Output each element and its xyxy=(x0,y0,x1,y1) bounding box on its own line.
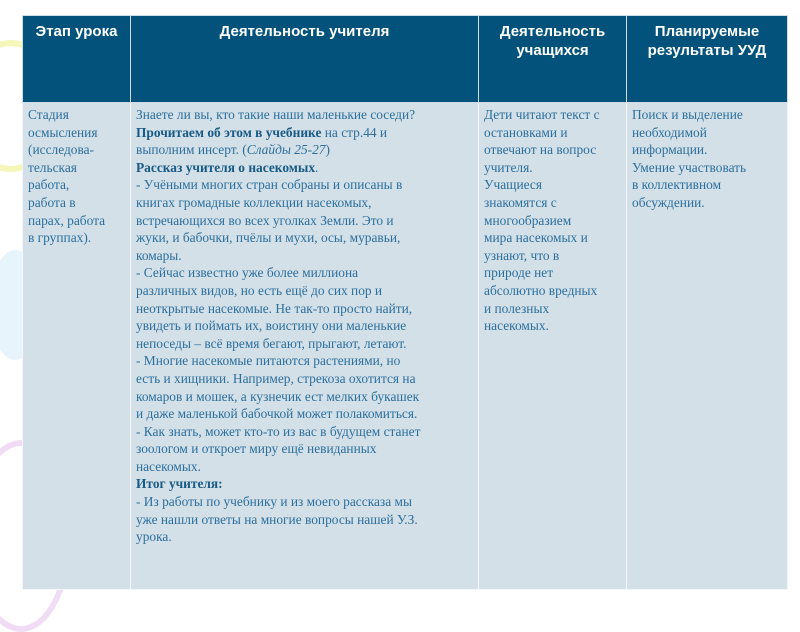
text-segment: - Учёными многих стран собраны и описаны в xyxy=(136,177,403,193)
text-segment: насекомых. xyxy=(136,458,201,474)
text-line: работа в xyxy=(28,194,76,210)
text-segment: книгах громадные коллекции насекомых, xyxy=(136,194,372,210)
text-line xyxy=(136,212,473,230)
text-line xyxy=(136,405,473,423)
text-line xyxy=(136,423,473,441)
text-line xyxy=(136,229,473,247)
text-line: Дети читают текст с xyxy=(484,107,600,122)
text-line: Поиск и выделение xyxy=(632,107,743,122)
text-segment: неоткрытые насекомые. Не так-то просто найти, xyxy=(136,300,413,316)
text-line: насекомых. xyxy=(484,318,549,334)
text-line xyxy=(136,511,473,529)
header-students: Деятельность учащихся xyxy=(479,16,627,103)
text-line: остановками и xyxy=(484,124,568,140)
text-line xyxy=(136,264,473,282)
text-segment: на стр.44 и xyxy=(321,124,388,140)
text-line: осмысления xyxy=(28,124,98,140)
text-line xyxy=(136,159,473,177)
text-segment: . xyxy=(315,159,319,175)
text-line xyxy=(136,317,473,335)
text-line: информации. xyxy=(632,142,708,158)
text-segment: есть и хищники. Например, стрекоза охотится на xyxy=(136,370,416,386)
text-line xyxy=(136,388,473,406)
text-segment: комаров и мошек, а кузнечик ест мелких букашек xyxy=(136,388,420,404)
text-line xyxy=(136,282,473,300)
text-line: узнают, что в xyxy=(484,247,560,263)
text-segment: ) xyxy=(325,142,330,158)
text-segment: комары. xyxy=(136,247,182,263)
text-segment: и даже маленькой бабочкой может полакомиться. xyxy=(136,406,418,422)
cell-results xyxy=(627,103,788,590)
header-results: Планируемые результаты УУД xyxy=(627,16,788,103)
text-line xyxy=(136,106,473,124)
table-row xyxy=(23,103,788,590)
text-segment: Слайды 25-27 xyxy=(246,142,326,158)
text-segment: увидеть и поймать их, воистину они маленькие xyxy=(136,318,407,334)
text-line: природе нет xyxy=(484,265,554,281)
text-line xyxy=(136,176,473,194)
text-line: Стадия xyxy=(28,107,69,122)
text-segment: зоологом и откроет миру ещё невиданных xyxy=(136,441,377,457)
text-line: обсуждении. xyxy=(632,194,705,210)
text-line: отвечают на вопрос xyxy=(484,142,597,158)
text-line: учителя. xyxy=(484,159,533,175)
text-segment: непоседы – всё время бегают, прыгают, летают. xyxy=(136,335,407,351)
text-line xyxy=(136,440,473,458)
text-line: и полезных xyxy=(484,300,550,316)
text-line xyxy=(136,493,473,511)
text-line: тельская xyxy=(28,159,77,175)
text-segment: встречающихся во всех уголках Земли. Это и xyxy=(136,212,394,228)
text-line: Учащиеся xyxy=(484,177,543,193)
text-line: Умение участвовать xyxy=(632,159,747,175)
text-line xyxy=(136,194,473,212)
header-stage: Этап урока xyxy=(23,16,131,103)
text-segment: различных видов, но есть ещё до сих пор и xyxy=(136,282,383,298)
text-line xyxy=(136,124,473,142)
text-line: мира насекомых и xyxy=(484,230,588,246)
text-segment: Знаете ли вы, кто такие наши маленькие соседи? xyxy=(136,107,416,122)
text-line: абсолютно вредных xyxy=(484,282,598,298)
text-line xyxy=(136,370,473,388)
text-line: знакомятся с xyxy=(484,194,557,210)
text-line: парах, работа xyxy=(28,212,106,228)
text-line xyxy=(136,352,473,370)
lesson-plan-table xyxy=(22,15,788,590)
text-segment: выполним инсерт. ( xyxy=(136,142,247,158)
text-line: (исследова- xyxy=(28,142,95,158)
text-line: необходимой xyxy=(632,124,707,140)
text-line: в группах). xyxy=(28,230,92,246)
text-segment: - Из работы по учебнику и из моего рассказа мы xyxy=(136,494,412,510)
text-segment: Рассказ учителя о насекомых xyxy=(136,159,316,175)
text-segment: Прочитаем об этом в учебнике xyxy=(136,124,322,140)
cell-stage xyxy=(23,103,131,590)
text-segment: Итог учителя: xyxy=(136,476,223,492)
text-segment: жуки, и бабочки, пчёлы и мухи, осы, муравьи, xyxy=(136,230,401,246)
text-line: работа, xyxy=(28,177,70,193)
text-line xyxy=(136,141,473,159)
header-row xyxy=(23,16,788,103)
text-segment: - Как знать, может кто-то из вас в будущем станет xyxy=(136,423,421,439)
cell-teacher xyxy=(131,103,479,590)
text-line xyxy=(136,458,473,476)
cell-students xyxy=(479,103,627,590)
text-line: многообразием xyxy=(484,212,572,228)
text-line: в коллективном xyxy=(632,177,722,193)
text-segment: урока. xyxy=(136,529,172,545)
text-line xyxy=(136,528,473,546)
text-segment: уже нашли ответы на многие вопросы нашей У.З. xyxy=(136,511,418,527)
text-line xyxy=(136,247,473,265)
header-teacher: Деятельность учителя xyxy=(131,16,479,103)
text-segment: - Многие насекомые питаются растениями, но xyxy=(136,353,401,369)
text-line xyxy=(136,475,473,493)
text-line xyxy=(136,335,473,353)
text-line xyxy=(136,300,473,318)
text-segment: - Сейчас известно уже более миллиона xyxy=(136,265,359,281)
